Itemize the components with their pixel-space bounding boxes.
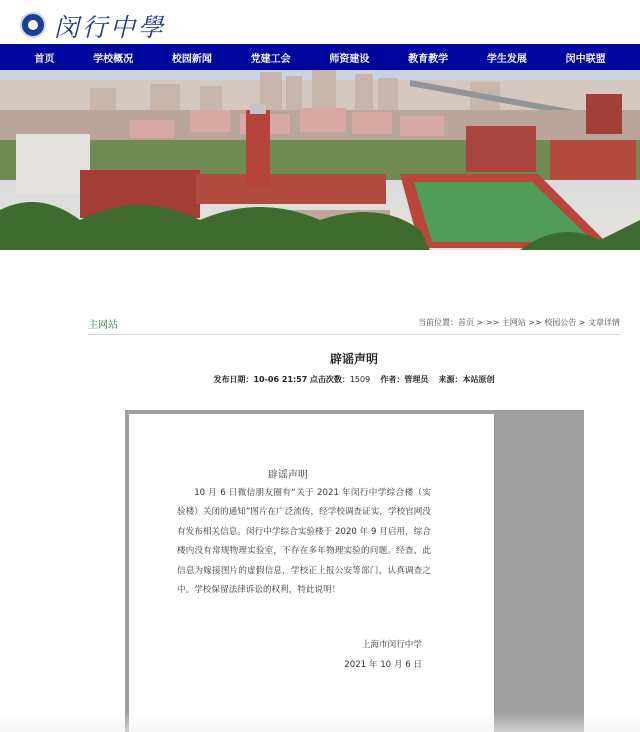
article-title: 辟谣声明 <box>329 352 378 366</box>
school-emblem-icon[interactable] <box>20 12 46 38</box>
nav-item-home[interactable]: 首页 <box>34 53 55 65</box>
nav-item-campus-news[interactable]: 校园新闻 <box>171 53 212 65</box>
site-header <box>0 0 640 44</box>
nav-item-school-overview[interactable]: 学校概况 <box>93 53 134 65</box>
author-label: 作者： <box>380 375 405 384</box>
source: 本站原创 <box>462 375 495 384</box>
statement-signature-org: 上海市闵行中学 <box>361 640 422 650</box>
views-label: 点击次数： <box>309 375 350 384</box>
breadcrumb[interactable]: 当前位置：首页 > >> 主网站 >> 校园公告 > 文章详情 <box>417 318 620 327</box>
nav-item-student-development[interactable]: 学生发展 <box>486 53 527 65</box>
statement-signature-date: 2021 年 10 月 6 日 <box>344 660 422 670</box>
school-logo-text[interactable]: 闵行中學 <box>54 13 167 42</box>
main-site-link[interactable]: 主网站 <box>88 320 118 331</box>
nav-item-party-union[interactable]: 党建工会 <box>250 53 291 65</box>
statement-body: 10 月 6 日微信朋友圈有“关于 2021 年闵行中学综合楼（实验楼）关闭的通知”图片在广泛流传，经学校调查证实，学校官网没有发布相关信息。闵行中学综合实验楼于 2020 年 9 月启用，综合楼内没有常规物理实验室，不存在多年物理实验的问题。经查，此信息为嫁接图片的虚假信息，学校正上报公安等部门，认真调查之中。学校保留法律诉讼的权利，特此说明！ <box>177 488 431 596</box>
view-count: 1509 <box>349 375 371 384</box>
statement-document <box>129 414 494 732</box>
nav-item-education[interactable]: 教育教学 <box>408 53 449 65</box>
statement-image-frame <box>125 410 584 732</box>
campus-banner-image <box>0 70 640 250</box>
source-label: 来源： <box>438 375 463 384</box>
main-navigation <box>0 44 640 70</box>
nav-item-alliance[interactable]: 闵中联盟 <box>565 53 606 65</box>
author: 管理员 <box>404 375 429 384</box>
statement-title: 辟谣声明 <box>268 470 308 481</box>
article-meta <box>0 374 640 385</box>
publish-date: 10-06 21:57 <box>253 375 308 384</box>
breadcrumb-bar <box>88 316 620 335</box>
nav-item-faculty[interactable]: 师资建设 <box>329 53 370 65</box>
publish-date-label: 发布日期： <box>213 375 254 384</box>
